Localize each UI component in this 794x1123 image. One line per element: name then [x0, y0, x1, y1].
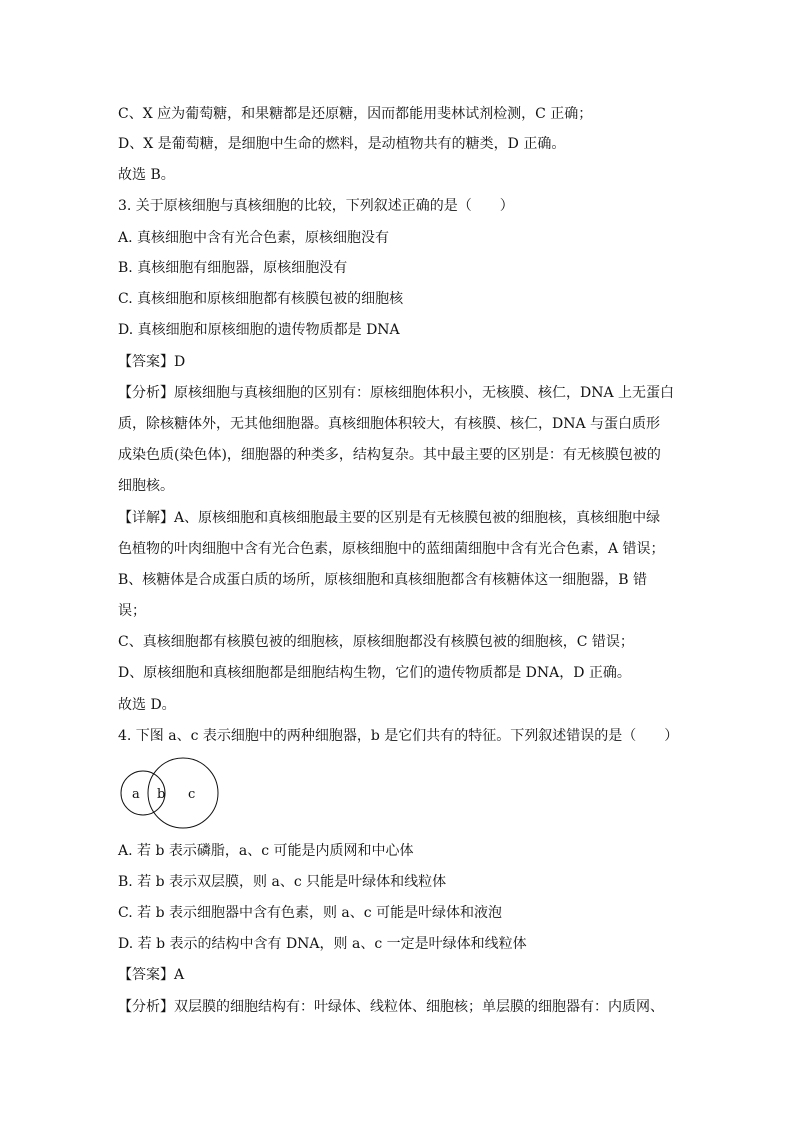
option-a: A. 若 b 表示磷脂，a、c 可能是内质网和中心体	[118, 843, 414, 859]
text-line: D、X 是葡萄糖，是细胞中生命的燃料，是动植物共有的糖类，D 正确。	[118, 136, 566, 152]
question-3-stem: 3. 关于原核细胞与真核细胞的比较，下列叙述正确的是（ ）	[118, 198, 514, 214]
option-c: C. 若 b 表示细胞器中含有色素，则 a、c 可能是叶绿体和液泡	[118, 905, 503, 921]
explanation-line: 【详解】A、原核细胞和真核细胞最主要的区别是有无核膜包被的细胞核，真核细胞中绿	[118, 510, 661, 526]
text-line: C、X 应为葡萄糖，和果糖都是还原糖，因而都能用斐林试剂检测，C 正确；	[118, 106, 593, 122]
analysis-line: 质，除核糖体外，无其他细胞器。真核细胞体积较大，有核膜、核仁，DNA 与蛋白质形	[118, 416, 661, 432]
venn-label-c: c	[188, 787, 196, 802]
option-b: B. 真核细胞有细胞器，原核细胞没有	[118, 260, 348, 276]
analysis-line: 细胞核。	[118, 478, 174, 494]
option-d: D. 真核细胞和原核细胞的遗传物质都是 DNA	[118, 322, 400, 338]
text-line: 故选 B。	[118, 167, 175, 183]
venn-label-b: b	[157, 787, 166, 802]
explanation-line: C、真核细胞都有核膜包被的细胞核，原核细胞都没有核膜包被的细胞核，C 错误；	[118, 634, 634, 650]
explanation-line: D、原核细胞和真核细胞都是细胞结构生物，它们的遗传物质都是 DNA，D 正确。	[118, 665, 631, 681]
explanation-line: B、核糖体是合成蛋白质的场所，原核细胞和真核细胞都含有核糖体这一细胞器，B 错	[118, 572, 648, 588]
explanation-line: 误；	[118, 603, 146, 619]
analysis-line: 【分析】原核细胞与真核细胞的区别有：原核细胞体积小，无核膜、核仁，DNA 上无蛋白	[118, 385, 675, 401]
text-line: 故选 D。	[118, 697, 176, 713]
option-c: C. 真核细胞和原核细胞都有核膜包被的细胞核	[118, 291, 404, 307]
answer-line: 【答案】A	[118, 967, 185, 983]
venn-label-a: a	[132, 787, 140, 802]
option-a: A. 真核细胞中含有光合色素，原核细胞没有	[118, 230, 390, 246]
answer-line: 【答案】D	[118, 354, 186, 370]
option-b: B. 若 b 表示双层膜，则 a、c 只能是叶绿体和线粒体	[118, 874, 447, 890]
analysis-line: 成染色质(染色体)，细胞器的种类多，结构复杂。其中最主要的区别是：有无核膜包被的	[118, 447, 661, 463]
analysis-line: 【分析】双层膜的细胞结构有：叶绿体、线粒体、细胞核；单层膜的细胞器有：内质网、	[118, 999, 664, 1015]
option-d: D. 若 b 表示的结构中含有 DNA，则 a、c 一定是叶绿体和线粒体	[118, 936, 527, 952]
question-4-stem: 4. 下图 a、c 表示细胞中的两种细胞器，b 是它们共有的特征。下列叙述错误的是（ ）	[118, 728, 679, 744]
explanation-line: 色植物的叶肉细胞中含有光合色素，原核细胞中的蓝细菌细胞中含有光合色素，A 错误；	[118, 541, 665, 557]
venn-diagram	[118, 756, 222, 830]
